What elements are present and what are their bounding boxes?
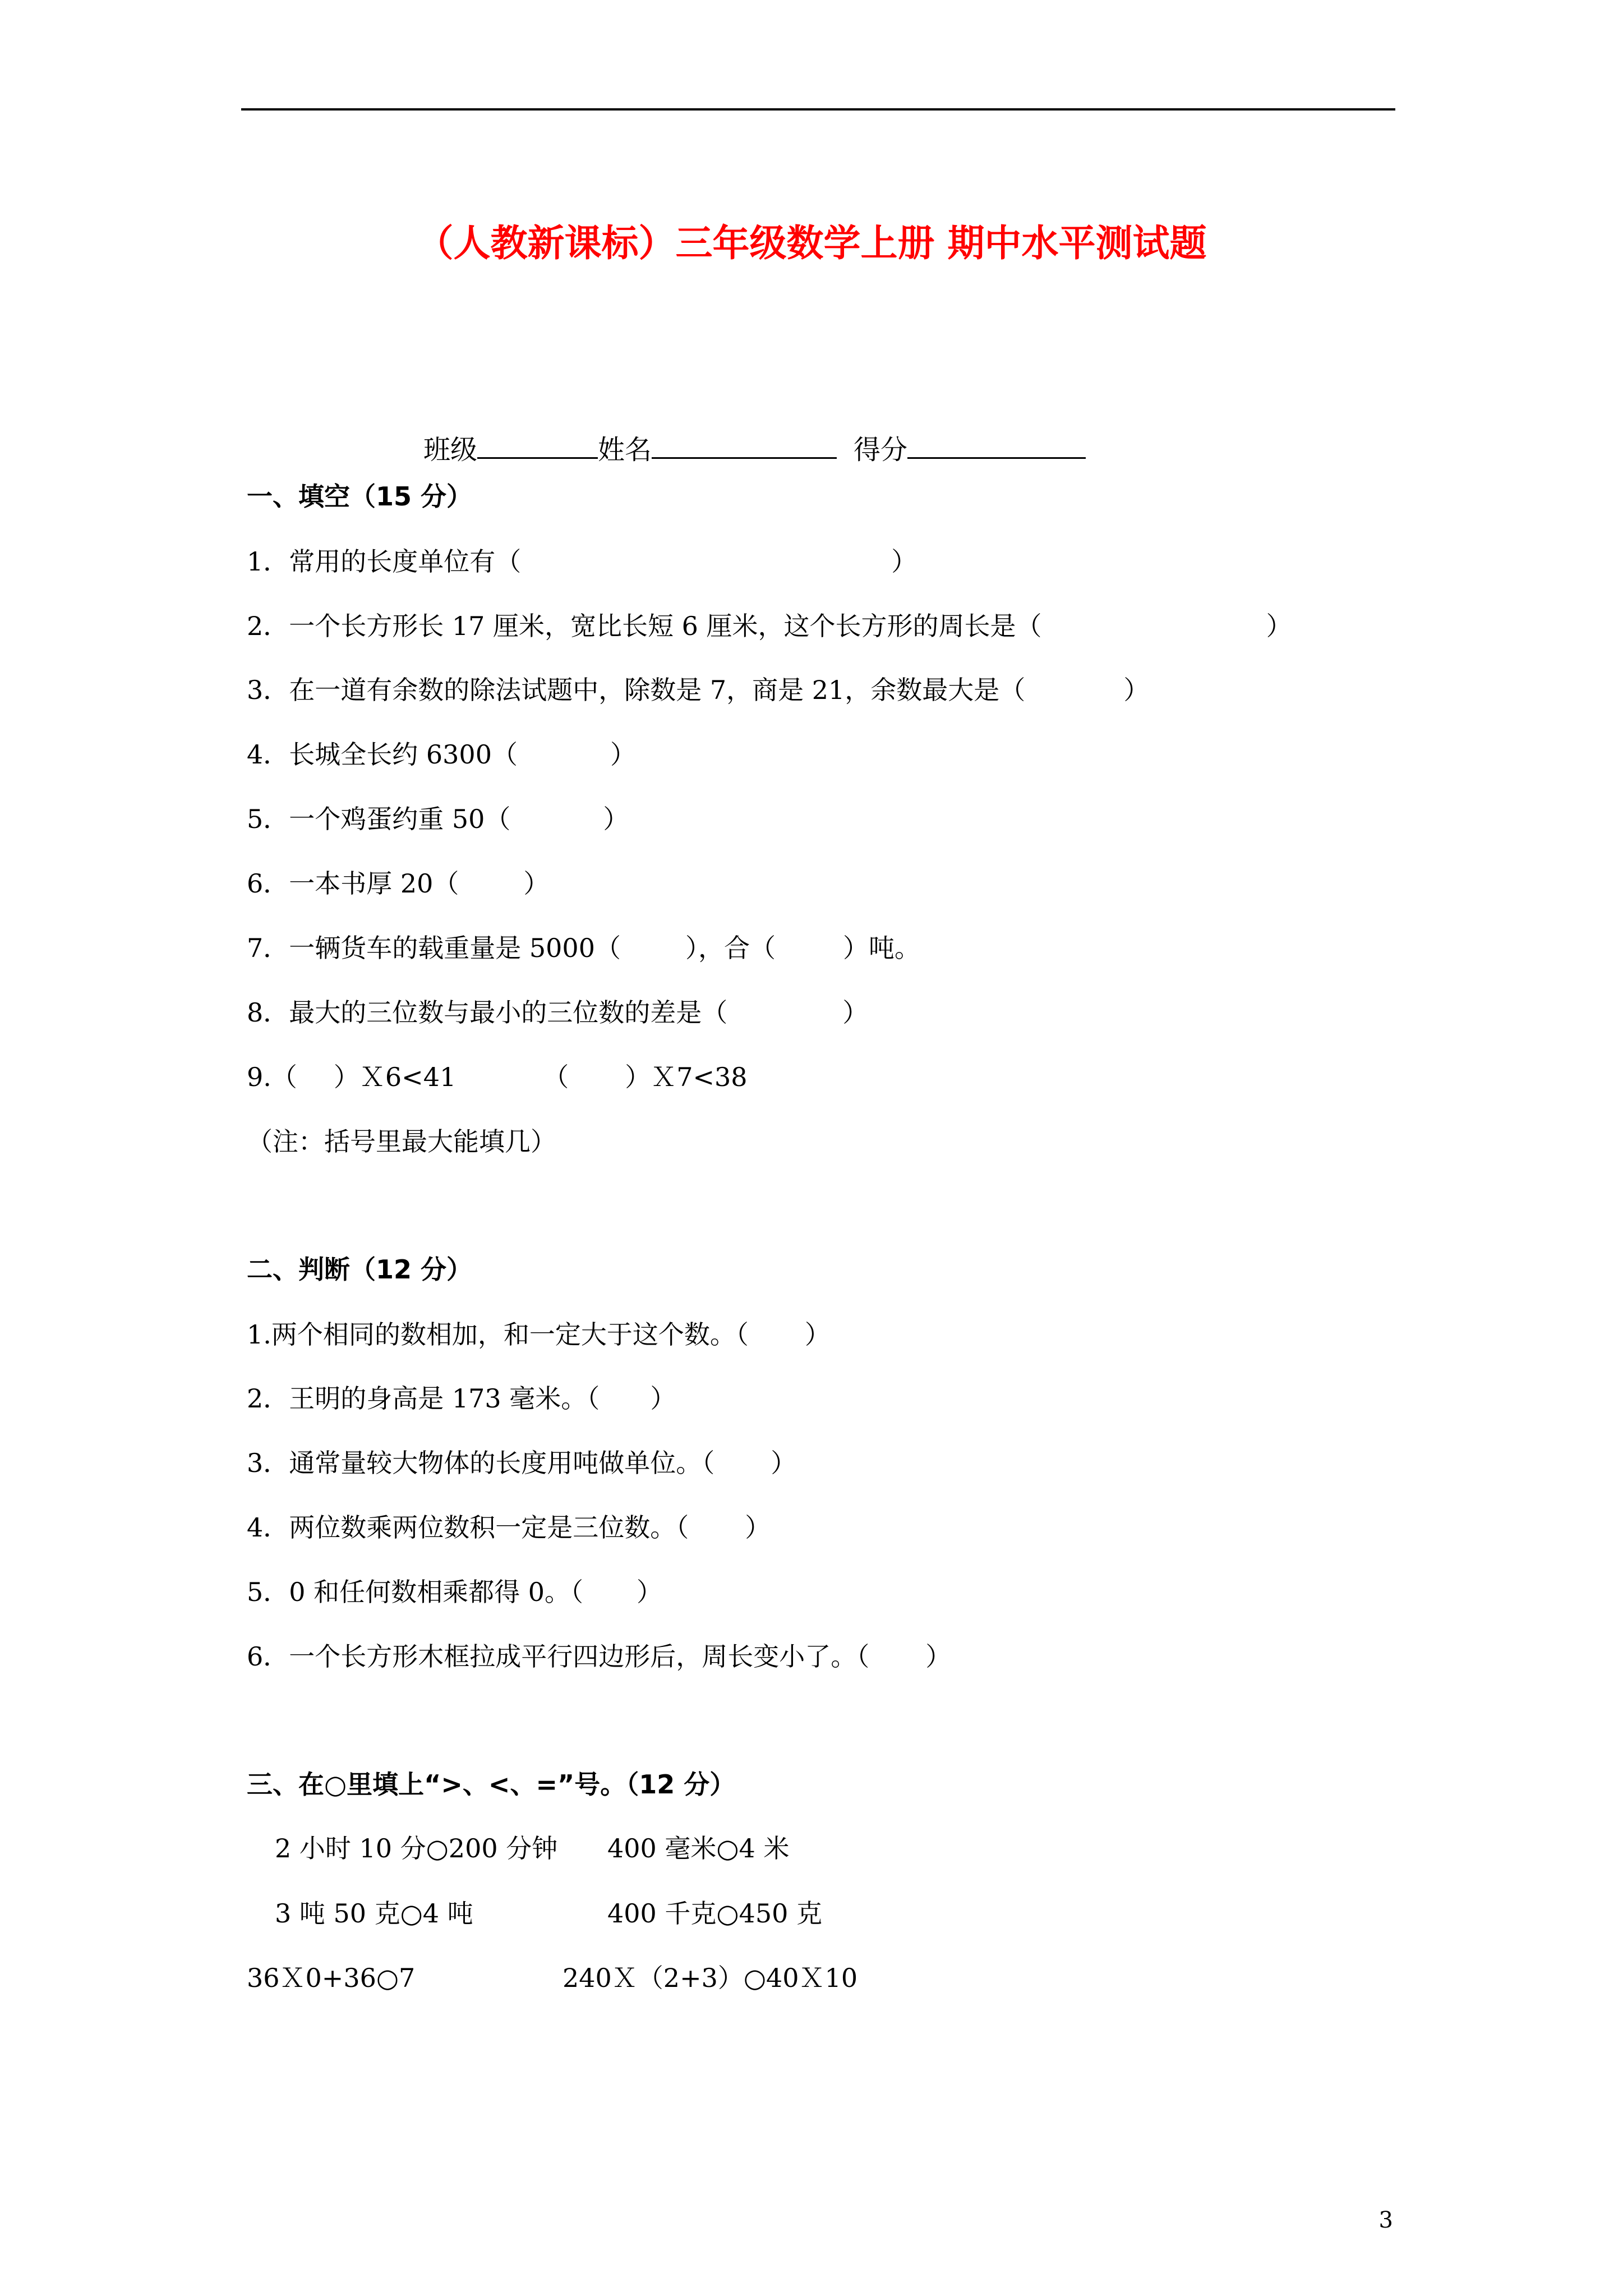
judge-item-6-text: 6．一个长方形木框拉成平行四边形后，周长变小了。（ [247, 1641, 870, 1672]
compare-row-1-left: 2 小时 10 分○200 分钟 [275, 1833, 558, 1864]
judge-item-4-close: ） [745, 1512, 771, 1543]
name-blank[interactable] [652, 432, 837, 459]
section-2-heading: 二、判断（12 分） [247, 1254, 473, 1285]
header-rule [241, 108, 1395, 111]
fill-item-9-text: 9.（ [247, 1062, 297, 1092]
fill-item-6 [247, 868, 550, 899]
fill-item-7 [247, 935, 920, 961]
fill-item-9-open-2: （ [543, 1062, 569, 1092]
section-1-heading: 一、填空（15 分） [247, 481, 473, 512]
fill-item-7-mid: ），合（ [685, 933, 776, 963]
judge-item-6 [247, 1641, 952, 1672]
fill-item-8-text: 8．最大的三位数与最小的三位数的差是（ [247, 997, 728, 1028]
fill-item-9 [247, 1064, 748, 1090]
fill-item-5 [247, 806, 629, 832]
judge-item-3 [247, 1450, 796, 1476]
class-blank[interactable] [477, 432, 598, 459]
compare-row-3-left: 36Ｘ0+36○7 [247, 1963, 416, 1993]
judge-item-5 [247, 1579, 662, 1605]
student-info-line [423, 428, 1086, 467]
fill-item-9-mid: ）Ｘ6<41 [333, 1062, 457, 1092]
fill-item-5-close: ） [603, 804, 629, 834]
fill-item-7-close: ）吨。 [842, 933, 920, 963]
page-number: 3 [1378, 2207, 1393, 2233]
fill-item-2-text: 2．一个长方形长 17 厘米，宽比长短 6 厘米，这个长方形的周长是（ [247, 611, 1042, 641]
fill-item-4-close: ） [610, 739, 636, 770]
score-label: 得分 [854, 434, 908, 466]
fill-item-6-close: ） [523, 868, 550, 899]
judge-item-1-text: 1.两个相同的数相加，和一定大于这个数。（ [247, 1319, 749, 1350]
compare-row-3-right: 240Ｘ（2+3）○40Ｘ10 [562, 1963, 858, 1993]
fill-item-1 [247, 546, 917, 577]
fill-item-7-text: 7．一辆货车的载重量是 5000（ [247, 933, 621, 963]
fill-item-3-close: ） [1123, 675, 1150, 705]
compare-row-1-right: 400 毫米○4 米 [607, 1833, 790, 1864]
judge-item-3-text: 3．通常量较大物体的长度用吨做单位。（ [247, 1448, 715, 1478]
judge-item-5-close: ） [637, 1577, 663, 1607]
fill-item-8-close: ） [842, 997, 869, 1028]
fill-item-1-text: 1．常用的长度单位有（ [247, 546, 522, 577]
judge-item-2-close: ） [650, 1383, 676, 1414]
fill-item-2-close: ） [1266, 611, 1292, 641]
judge-item-1-close: ） [804, 1319, 831, 1350]
judge-item-1 [247, 1319, 831, 1350]
judge-item-4 [247, 1512, 771, 1543]
fill-item-3-text: 3．在一道有余数的除法试题中，除数是 7，商是 21，余数最大是（ [247, 675, 1026, 705]
fill-item-6-text: 6．一本书厚 20（ [247, 868, 459, 899]
class-label: 班级 [423, 434, 478, 466]
fill-item-9-close: ）Ｘ7<38 [625, 1062, 748, 1092]
score-blank[interactable] [907, 432, 1086, 459]
fill-item-8 [247, 997, 869, 1028]
document-title: （人教新课标）三年级数学上册 期中水平测试题 [416, 222, 1207, 265]
judge-item-3-close: ） [771, 1448, 797, 1478]
judge-item-6-close: ） [925, 1641, 952, 1672]
compare-row-2-left: 3 吨 50 克○4 吨 [275, 1898, 473, 1929]
judge-item-2 [247, 1383, 676, 1414]
section-3-heading: 三、在○里填上“>、<、=”号。（12 分） [247, 1769, 736, 1800]
judge-item-2-text: 2．王明的身高是 173 毫米。（ [247, 1383, 600, 1414]
fill-item-2 [247, 613, 1292, 639]
fill-item-4-text: 4．长城全长约 6300（ [247, 739, 518, 770]
fill-item-5-text: 5．一个鸡蛋约重 50（ [247, 804, 511, 834]
fill-item-3 [247, 677, 1149, 703]
fill-item-1-close: ） [891, 546, 917, 577]
judge-item-5-text: 5．0 和任何数相乘都得 0。（ [247, 1577, 584, 1607]
fill-note: （注：括号里最大能填几） [247, 1126, 556, 1157]
judge-item-4-text: 4．两位数乘两位数积一定是三位数。（ [247, 1512, 689, 1543]
name-label: 姓名 [598, 434, 652, 466]
fill-item-4 [247, 739, 636, 770]
compare-row-2-right: 400 千克○450 克 [607, 1898, 822, 1929]
